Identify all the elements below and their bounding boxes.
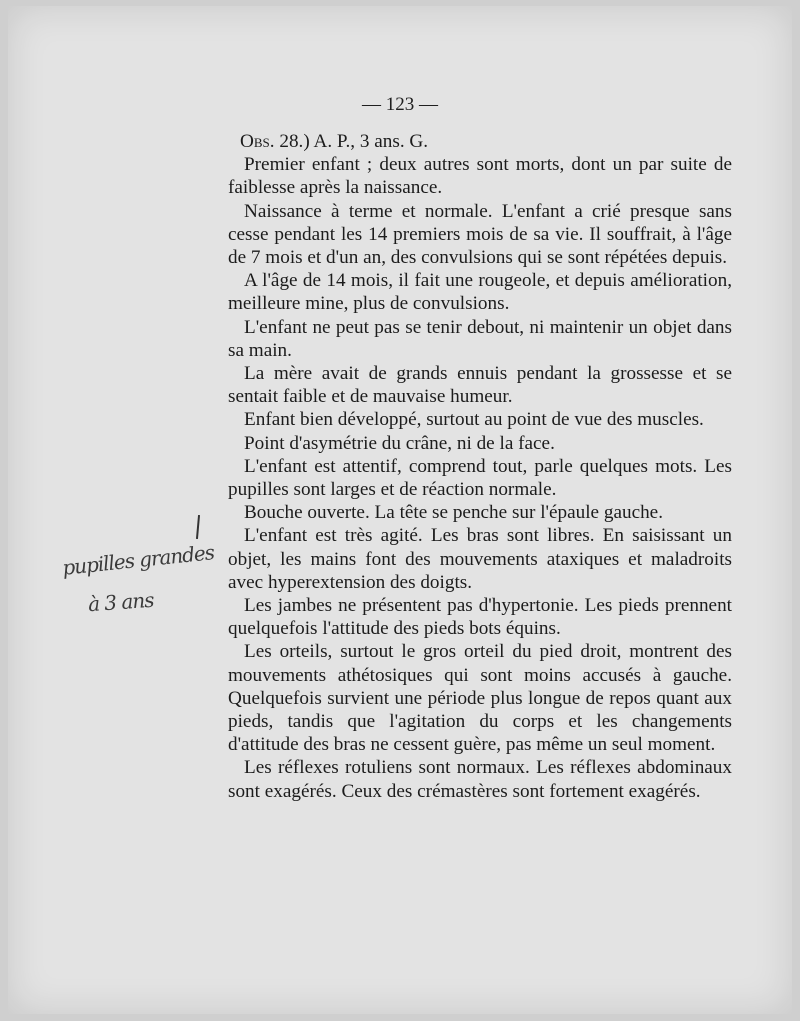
paragraph: Premier enfant ; deux autres sont morts, dont un par suite de faiblesse après la naissance.: [228, 154, 732, 199]
paragraph: La mère avait de grands ennuis pendant la grossesse et se sentait faible et de mauvaise humeur.: [228, 363, 732, 408]
paragraph: L'enfant ne peut pas se tenir debout, ni maintenir un objet dans sa main.: [228, 316, 732, 361]
page-number: — 123 —: [362, 94, 438, 115]
paragraph: Enfant bien développé, surtout au point de vue des muscles.: [244, 409, 704, 431]
paragraph: Les orteils, surtout le gros orteil du pied droit, montrent des mouvements athétosiques qui sont moins accusés à gauche. Quelquefois survient une période plus longue de repos quant aux pieds, tandis que l'agitation du corps et les changements d'attitude des bras ne cessent guère, pas même un seul moment.: [228, 641, 732, 756]
handwritten-note: pupilles grandes: [61, 540, 216, 580]
paragraph: Naissance à terme et normale. L'enfant a crié presque sans cesse pendant les 14 premiers mois de sa vie. Il souffrait, à l'âge de 7 mois et d'un an, des convulsions qui se sont répétées depuis.: [228, 200, 732, 269]
handwritten-note: à 3 ans: [87, 587, 155, 617]
paragraph: Bouche ouverte. La tête se penche sur l'épaule gauche.: [244, 502, 663, 524]
paragraph: Point d'asymétrie du crâne, ni de la face.: [244, 432, 555, 454]
paragraph: Les jambes ne présentent pas d'hypertonie. Les pieds prennent quelquefois l'attitude des pieds bots équins.: [228, 595, 732, 640]
page-text: [228, 130, 732, 803]
paragraph: A l'âge de 14 mois, il fait une rougeole, et depuis amélioration, meilleure mine, plus de convulsions.: [228, 270, 732, 315]
observation-subject: A. P., 3 ans. G.: [309, 131, 429, 152]
paragraph: L'enfant est attentif, comprend tout, parle quelques mots. Les pupilles sont larges et de réaction normale.: [228, 455, 732, 501]
observation-label: Obs. 28.): [240, 131, 310, 152]
paragraph: Les réflexes rotuliens sont normaux. Les réflexes abdominaux sont exagérés. Ceux des crémastères sont fortement exagérés.: [228, 757, 732, 802]
paragraph: L'enfant est très agité. Les bras sont libres. En saisissant un objet, les mains font des mouvements ataxiques et maladroits avec hyperextension des doigts.: [228, 525, 732, 593]
observation-heading: [228, 130, 732, 153]
